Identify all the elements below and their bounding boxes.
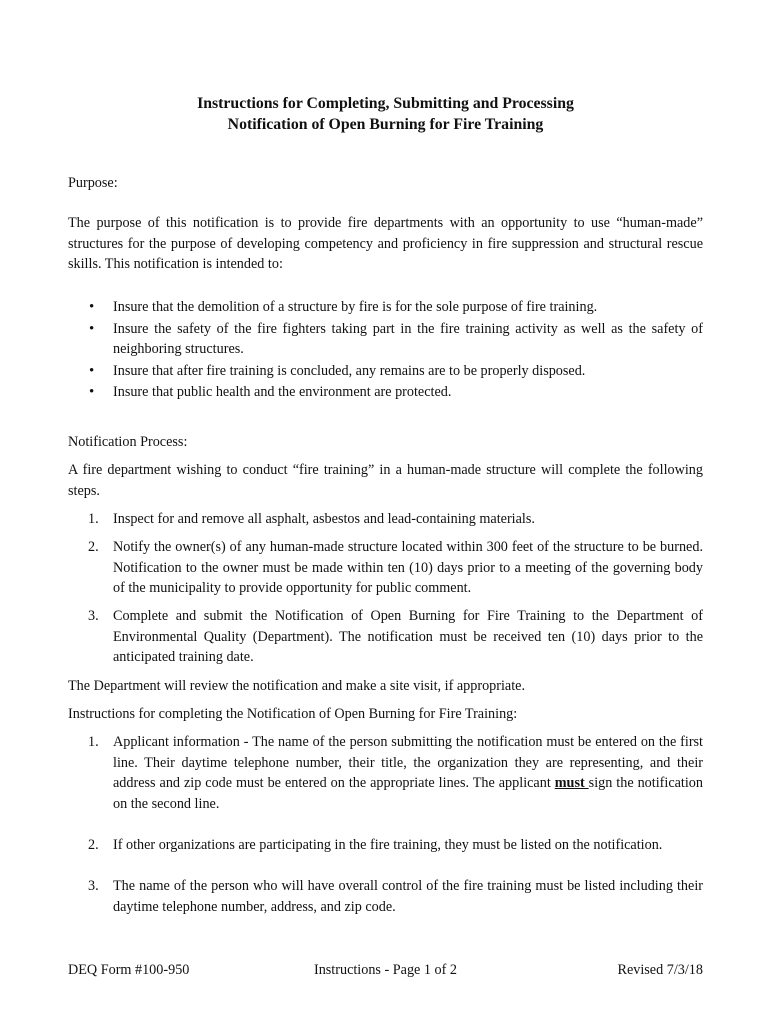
instruction-text-part: Applicant information - The name of the person submitting the notification must be entered on the first line. Their daytime telephone number, their title, the organization they are representing, and their address and zip code must be entered on the appropriate lines. The applicant: [113, 734, 703, 791]
document-title: [68, 93, 703, 135]
step-text: Complete and submit the Notification of Open Burning for Fire Training to the Department of Environmental Quality (Department). The notification must be received ten (10) days prior to the anticipated training date.: [113, 608, 703, 665]
step-number: 1.: [88, 511, 99, 527]
process-steps-list: [68, 537, 703, 599]
bullet-item: • Insure the safety of the fire fighters taking part in the fire training activity as well as the safety of neighboring structures.: [68, 319, 703, 360]
bullet-item: • Insure that public health and the environment are protected.: [68, 382, 703, 403]
process-steps-list: [68, 606, 703, 668]
title-line-2: Notification of Open Burning for Fire Training: [227, 116, 544, 133]
step-text: Inspect for and remove all asphalt, asbestos and lead-containing materials.: [113, 511, 535, 527]
process-steps-list: [68, 509, 703, 530]
process-heading: Notification Process:: [68, 434, 188, 450]
bullet-item: • Insure that the demolition of a structure by fire is for the sole purpose of fire training.: [68, 297, 703, 318]
step-number: 2.: [88, 539, 99, 555]
instruction-number: 1.: [88, 734, 99, 750]
step-text: Notify the owner(s) of any human-made structure located within 300 feet of the structure to be burned. Notification to the owner must be made within ten (10) days prior to a meeting of the governing body of the municipality to provide opportunity for public comment.: [113, 539, 703, 596]
step-number: 3.: [88, 608, 99, 624]
instruction-text: If other organizations are participating in the fire training, they must be listed on the notification.: [113, 837, 663, 853]
process-intro: A fire department wishing to conduct “fire training” in a human-made structure will complete the following steps.: [68, 462, 703, 499]
page-footer: [68, 960, 703, 982]
footer-form-number: DEQ Form #100-950: [68, 962, 190, 978]
purpose-paragraph: The purpose of this notification is to provide fire departments with an opportunity to use “human-made” structures for the purpose of developing competency and proficiency in fire suppression and structural rescue skills. This notification is intended to:: [68, 215, 703, 272]
instruction-item: [68, 835, 703, 856]
instruction-number: 2.: [88, 837, 99, 853]
instructions-list: [68, 876, 703, 917]
bullet-item: • Insure that after fire training is concluded, any remains are to be properly disposed.: [68, 361, 703, 382]
title-line-1: Instructions for Completing, Submitting and Processing: [197, 95, 574, 112]
instruction-item: [68, 732, 703, 814]
instructions-list: [68, 732, 703, 814]
instruction-text: The name of the person who will have overall control of the fire training must be listed including their daytime telephone number, address, and zip code.: [113, 878, 703, 915]
instruction-item: [68, 876, 703, 917]
instructions-list: [68, 835, 703, 856]
process-step: [68, 606, 703, 668]
must-emphasis: must: [554, 775, 589, 791]
instruction-text-part: sign the notification on the second line.: [113, 775, 703, 812]
process-step: [68, 537, 703, 599]
footer-page-label: Instructions - Page 1 of 2: [313, 962, 458, 978]
instructions-heading: Instructions for completing the Notification of Open Burning for Fire Training:: [68, 706, 518, 722]
review-statement: The Department will review the notification and make a site visit, if appropriate.: [68, 678, 525, 694]
process-step: [68, 509, 703, 530]
purpose-heading: Purpose:: [68, 175, 118, 191]
instruction-number: 3.: [88, 878, 99, 894]
purpose-bullet-list: [68, 297, 703, 404]
footer-revised-date: Revised 7/3/18: [617, 962, 703, 978]
